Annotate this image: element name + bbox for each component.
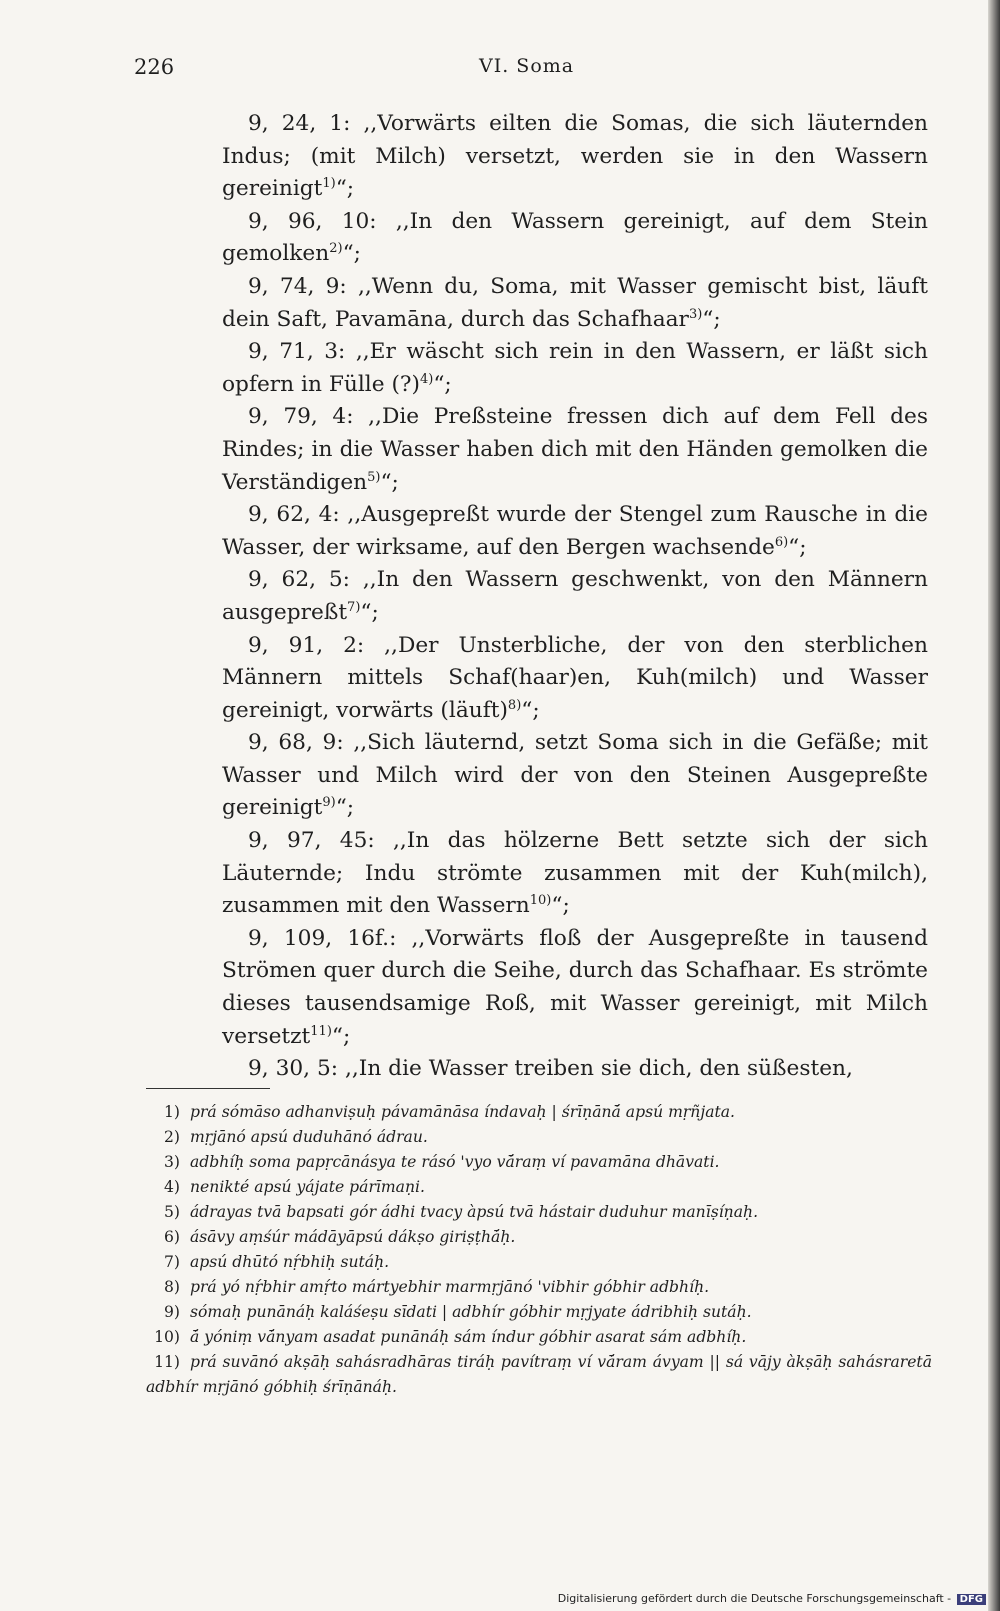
entry-text: 9, 62, 4: ,,Ausgepreßt wurde der Stengel zum Rausche in die Wasser, der wirksame, auf den Bergen wachsende	[222, 502, 928, 560]
footnotes	[146, 1100, 932, 1400]
digitization-credit	[558, 1592, 986, 1605]
entry-text: 9, 96, 10: ,,In den Wassern gereinigt, auf dem Stein gemolken	[222, 208, 928, 267]
verse-entry	[222, 825, 928, 923]
entry-text: 9, 30, 5: ,,In die Wasser treiben sie dich, den süßesten,	[248, 1056, 853, 1082]
footnote-marker: 3)	[688, 306, 703, 322]
footnote	[146, 1100, 932, 1125]
entry-end: “;	[331, 1023, 351, 1049]
footnote-number: 8)	[163, 1278, 180, 1296]
entry-text: 9, 79, 4: ,,Die Preßsteine fressen dich auf dem Fell des Rindes; in die Wasser haben dich mit den Händen gemolken die Verständigen	[222, 404, 928, 495]
footnote-marker: 11)	[310, 1023, 332, 1039]
verse-entry	[222, 727, 928, 825]
entry-end: “;	[360, 599, 379, 625]
footnote-rule	[146, 1088, 270, 1089]
footnote-number: 4)	[163, 1178, 180, 1196]
footnote-text: apsú dhūtó nṛ́bhiḥ sutáḥ.	[190, 1253, 390, 1271]
entry-end: “;	[335, 795, 355, 821]
footnote	[146, 1325, 932, 1350]
footnote-text: ásāvy aṃśúr mádāyāpsú dákṣo giriṣṭhā́ḥ.	[190, 1228, 516, 1246]
footnote-number: 9)	[163, 1303, 180, 1321]
footnote-marker: 7)	[347, 599, 361, 615]
dfg-logo: DFG	[957, 1594, 986, 1605]
verse-entry	[222, 271, 928, 336]
verse-entry	[222, 108, 928, 206]
entry-end: “;	[380, 469, 399, 495]
page-edge	[988, 0, 1000, 1611]
footnote-text: prá sómāso adhanviṣuḥ pávamānāsa índavaḥ | śrīṇānā́ apsú mṛñjata.	[190, 1103, 736, 1121]
entry-text: 9, 109, 16f.: ,,Vorwärts floß der Ausgepreßte in tausend Strömen quer durch die Seihe, durch das Schafhaar. Es strömte dieses tausendsamige Roß, mit Wasser gereinigt, mit Milch versetzt	[222, 925, 928, 1049]
footnote-number: 10)	[154, 1328, 180, 1346]
entry-text: 9, 71, 3: ,,Er wäscht sich rein in den Wassern, er läßt sich opfern in Fülle (?)	[222, 339, 928, 397]
verse-entry	[222, 564, 928, 629]
footnote-text: sómaḥ punānáḥ kaláśeṣu sīdati | adbhír góbhir mṛjyate ádribhiḥ sutáḥ.	[190, 1303, 752, 1321]
chapter-title: VI. Soma	[479, 55, 575, 77]
footnote-marker: 5)	[367, 469, 381, 485]
entry-text: 9, 68, 9: ,,Sich läuternd, setzt Soma sich in die Gefäße; mit Wasser und Milch wird der von den Steinen Ausgepreßte gereinigt	[222, 730, 928, 821]
footnote-text: mṛjānó apsú duduhānó ádrau.	[190, 1128, 428, 1146]
footnote	[146, 1150, 932, 1175]
footnote-marker: 9)	[322, 795, 336, 811]
footnote-text: prá yó nṛ́bhir amṛ́to mártyebhir marmṛjānó 'vibhir góbhir adbhíḥ.	[190, 1278, 710, 1296]
page-number: 226	[134, 55, 175, 79]
footnote-marker: 10)	[529, 893, 552, 909]
entry-end: “;	[433, 371, 452, 397]
footnote-marker: 2)	[329, 241, 343, 257]
footnote-number: 1)	[163, 1103, 180, 1121]
footnote-text: prá suvānó akṣāḥ sahásradhāras tiráḥ pavítraṃ ví vā́ram ávyam || sá vājy àkṣāḥ sahásraretā adbhír mṛjānó góbhiḥ śrīṇānáḥ.	[146, 1353, 932, 1396]
footnote	[146, 1300, 932, 1325]
footnote	[146, 1350, 932, 1400]
footnote	[146, 1200, 932, 1225]
entry-end: “;	[551, 893, 570, 919]
footnote-marker: 6)	[774, 534, 789, 550]
verse-entry	[222, 923, 928, 1053]
verse-entry	[222, 630, 928, 728]
footnote	[146, 1225, 932, 1250]
credit-text: Digitalisierung gefördert durch die Deutsche Forschungsgemeinschaft -	[557, 1592, 952, 1605]
footnote-number: 11)	[154, 1353, 180, 1371]
entry-end: “;	[342, 241, 361, 267]
verse-entry	[222, 1053, 928, 1086]
entry-text: 9, 62, 5: ,,In den Wassern geschwenkt, von den Männern ausgepreßt	[222, 567, 928, 625]
footnote-text: ádrayas tvā bapsati gór ádhi tvacy àpsú tvā hástair duduhur manīṣíṇaḥ.	[190, 1203, 759, 1221]
footnote	[146, 1175, 932, 1200]
entry-end: “;	[521, 697, 540, 723]
footnote-number: 7)	[163, 1253, 180, 1271]
footnote	[146, 1125, 932, 1150]
page-header	[134, 55, 924, 85]
footnote-marker: 4)	[420, 371, 434, 387]
footnote-text: nenikté apsú yájate párīmaṇi.	[190, 1178, 425, 1196]
verse-entry	[222, 336, 928, 401]
footnote-number: 5)	[163, 1203, 180, 1221]
footnote	[146, 1275, 932, 1300]
verse-entry	[222, 401, 928, 499]
entry-text: 9, 97, 45: ,,In das hölzerne Bett setzte sich der sich Läuternde; Indu strömte zusammen mit der Kuh(milch), zusammen mit den Wassern	[222, 828, 928, 919]
entry-text: 9, 91, 2: ,,Der Unsterbliche, der von den sterblichen Männern mittels Schaf(haar)en, Kuh(milch) und Wasser gereinigt, vorwärts (läuft)	[222, 632, 928, 723]
body-text	[222, 108, 928, 1086]
footnote	[146, 1250, 932, 1275]
entry-end: “;	[788, 534, 807, 560]
entry-end: “;	[335, 176, 355, 202]
footnote-number: 6)	[163, 1228, 180, 1246]
footnote-number: 3)	[163, 1153, 180, 1171]
verse-entry	[222, 499, 928, 564]
entry-end: “;	[702, 306, 721, 332]
entry-text: 9, 74, 9: ,,Wenn du, Soma, mit Wasser gemischt bist, läuft dein Saft, Pavamāna, durch das Schafhaar	[222, 273, 928, 332]
verse-entry	[222, 206, 928, 271]
footnote-text: adbhíḥ soma papṛcānásya te rásó 'vyo vā́raṃ ví pavamāna dhāvati.	[190, 1153, 720, 1171]
footnote-text: ā́ yóniṃ vā́nyam asadat punānáḥ sám índur góbhir asarat sám adbhíḥ.	[190, 1328, 747, 1346]
footnote-marker: 1)	[322, 175, 336, 191]
entry-text: 9, 24, 1: ,,Vorwärts eilten die Somas, die sich läuternden Indus; (mit Milch) versetzt, werden sie in den Wassern gereinigt	[222, 111, 928, 202]
footnote-marker: 8)	[507, 697, 522, 713]
footnote-number: 2)	[163, 1128, 180, 1146]
